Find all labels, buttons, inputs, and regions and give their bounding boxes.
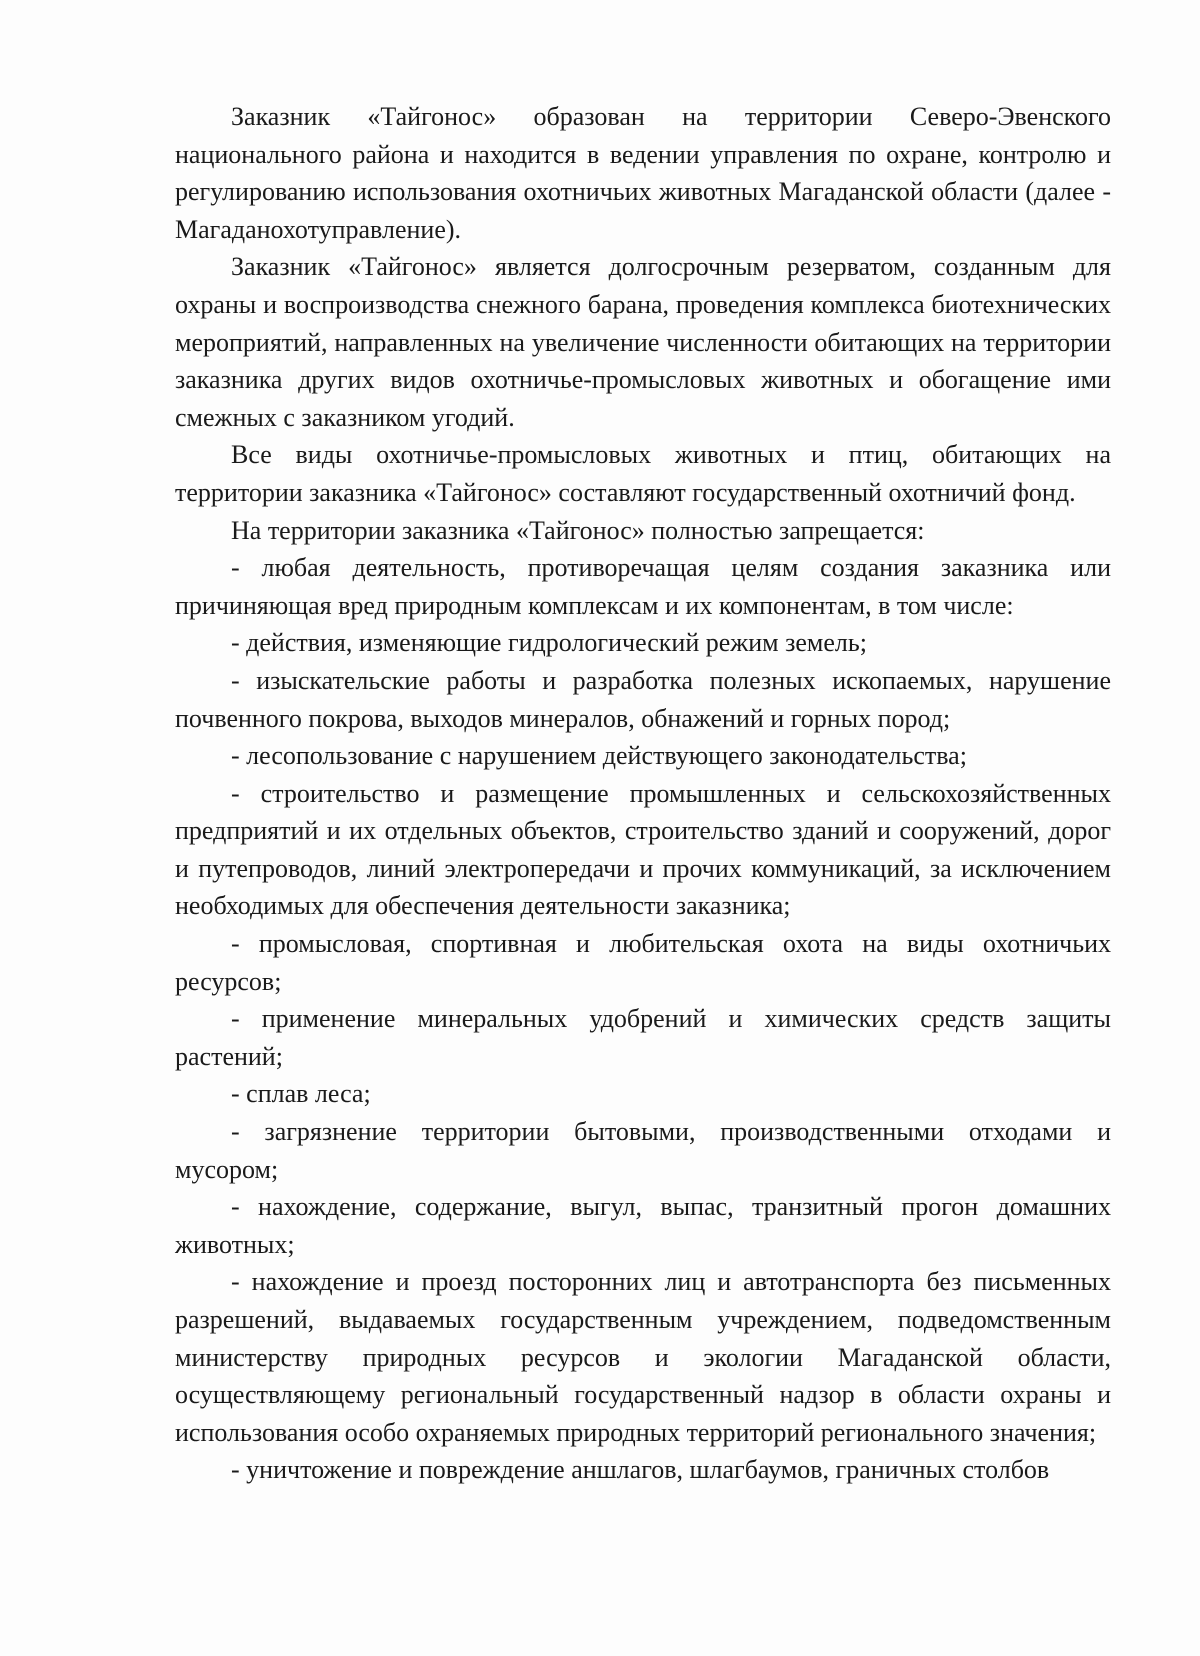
list-item-timber-rafting: - сплав леса; <box>231 1079 371 1109</box>
list-item-unauthorized-access: - нахождение и проезд посторонних лиц и автотранспорта без письменных разрешений, выдаваемых государственным учреждением, подведомственным министерству природных ресурсов и экологии Магаданской области, осуществляющему региональный государственный надзор в области охраны и использования особо охраняемых природных территорий регионального значения; <box>175 1267 1111 1447</box>
paragraph-hunting-fund: Все виды охотничье-промысловых животных и птиц, обитающих на территории заказника «Тайгонос» составляют государственный охотничий фонд. <box>175 440 1111 507</box>
list-item-construction: - строительство и размещение промышленных и сельскохозяйственных предприятий и их отдельных объектов, строительство зданий и сооружений, дорог и путепроводов, линий электропередачи и прочих коммуникаций, за исключением необходимых для обеспечения деятельности заказника; <box>175 778 1111 921</box>
list-item-sign-damage: - уничтожение и повреждение аншлагов, шлагбаумов, граничных столбов <box>231 1455 1050 1485</box>
list-item-fertilizers: - применение минеральных удобрений и химических средств защиты растений; <box>175 1004 1111 1071</box>
paragraph-prohibitions-intro: На территории заказника «Тайгонос» полностью запрещается: <box>231 515 925 545</box>
list-item-prospecting: - изыскательские работы и разработка полезных ископаемых, нарушение почвенного покрова, выходов минералов, обнажений и горных пород; <box>175 665 1111 733</box>
paragraph-establishment: Заказник «Тайгонос» образован на территории Северо-Эвенского национального района и находится в ведении управления по охране, контролю и регулированию использования охотничьих животных Магаданской области (далее - Магаданохотуправление). <box>175 102 1111 244</box>
paragraph-purpose: Заказник «Тайгонос» является долгосрочным резерватом, созданным для охраны и воспроизводства снежного барана, проведения комплекса биотехнических мероприятий, направленных на увеличение численности обитающих на территории заказника других видов охотничье-промысловых животных и обогащение ими смежных с заказником угодий. <box>175 252 1111 432</box>
list-item-pollution: - загрязнение территории бытовыми, производственными отходами и мусором; <box>175 1117 1111 1184</box>
list-item-hunting: - промысловая, спортивная и любительская охота на виды охотничьих ресурсов; <box>175 929 1111 996</box>
document-body <box>175 98 1111 1489</box>
list-item-any-activity: - любая деятельность, противоречащая целям создания заказника или причиняющая вред природным комплексам и их компонентам, в том числе: <box>175 553 1111 620</box>
list-item-domestic-animals: - нахождение, содержание, выгул, выпас, транзитный прогон домашних животных; <box>175 1192 1111 1259</box>
list-item-hydrology: - действия, изменяющие гидрологический режим земель; <box>231 628 867 658</box>
list-item-forestry: - лесопользование с нарушением действующего законодательства; <box>231 741 967 771</box>
